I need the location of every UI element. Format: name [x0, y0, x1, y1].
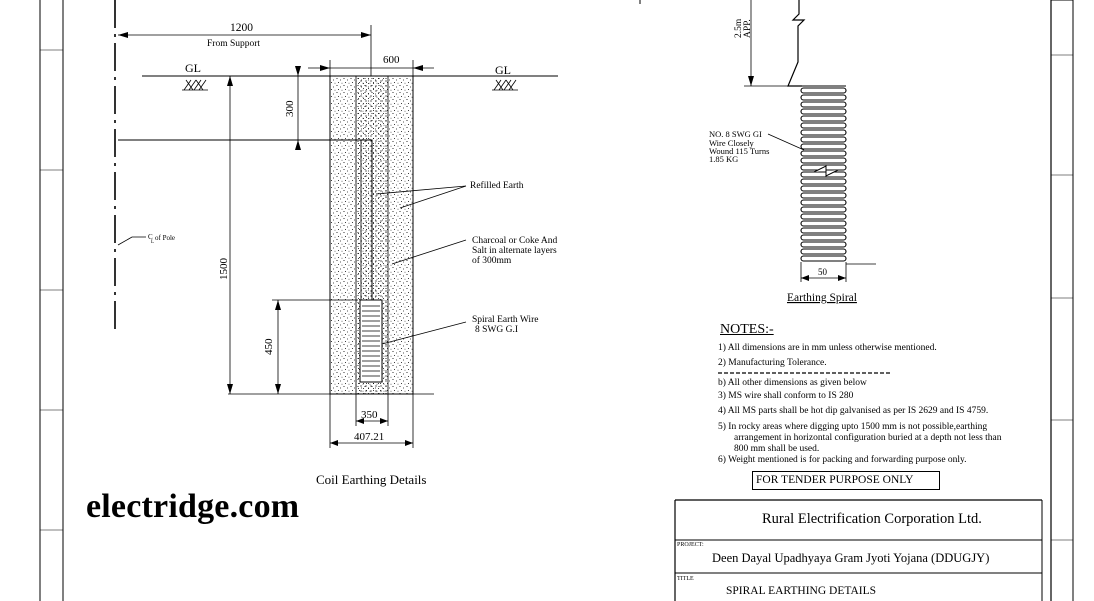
spiral-wire-label-2: 8 SWG G.I [475, 325, 519, 335]
spiral-wire-label-line2: Wire Closely [709, 138, 754, 148]
coil-caption: Coil Earthing Details [316, 472, 427, 487]
note-4: 4) All MS parts shall be hot dip galvanised as per IS 2629 and IS 4759. [718, 406, 989, 416]
dim-1200-label: 1200 [230, 22, 253, 34]
dim-25m-label: 2.5m [734, 18, 744, 38]
spiral-wire-label-line4: 1.85 KG [709, 154, 739, 164]
spiral-lead-wire [788, 0, 804, 86]
gl-right-label: GL [495, 63, 511, 77]
spiral-wire-label-1: Spiral Earth Wire [472, 315, 539, 325]
dim-300-label: 300 [284, 100, 296, 117]
coil-earthing-drawing [115, 0, 558, 448]
note-b: b) All other dimensions as given below [718, 378, 867, 388]
note-3: 3) MS wire shall conform to IS 280 [718, 391, 854, 401]
note-5b: arrangement in horizontal configuration buried at a depth not less than [734, 433, 1002, 443]
app-label: APP. [743, 19, 753, 38]
note-2: 2) Manufacturing Tolerance. [718, 358, 827, 368]
pole-c-label: C [148, 233, 153, 241]
watermark-logo: electridge.com [86, 488, 300, 525]
refilled-earth-label: Refilled Earth [470, 181, 524, 191]
dim-407-label: 407.21 [354, 431, 385, 443]
gl-left-label: GL [185, 61, 201, 75]
gl-hatch-left [182, 80, 208, 90]
title-label: TITLE [677, 576, 694, 582]
note-6: 6) Weight mentioned is for packing and forwarding purpose only. [718, 455, 967, 465]
project-name: Deen Dayal Upadhyaya Gram Jyoti Yojana (DDUGJY) [712, 551, 990, 565]
charcoal-label-1: Charcoal or Coke And [472, 236, 558, 246]
dim-450-label: 450 [263, 338, 275, 355]
spiral-caption: Earthing Spiral [787, 292, 857, 304]
charcoal-label-2: Salt in alternate layers [472, 246, 557, 256]
note-1: 1) All dimensions are in mm unless otherwise mentioned. [718, 343, 937, 353]
pole-text-label: of Pole [155, 234, 176, 242]
pole-l-label: L [151, 240, 155, 245]
note-5c: 800 mm shall be used. [734, 444, 820, 454]
organisation-name: Rural Electrification Corporation Ltd. [762, 511, 982, 527]
note-5a: 5) In rocky areas where digging upto 1500 mm is not possible,earthing [718, 422, 988, 432]
dim-1500-label: 1500 [218, 258, 230, 280]
earthing-spiral-drawing [744, 0, 876, 282]
dim-600-label: 600 [383, 54, 400, 66]
dim-350-label: 350 [361, 409, 378, 421]
dim-50-label: 50 [818, 267, 827, 277]
gl-hatch-right [492, 80, 518, 90]
spiral-turns [801, 88, 846, 261]
spiral-wire-label-line3: Wound 115 Turns [709, 146, 770, 156]
from-support-label: From Support [207, 39, 261, 49]
tender-stamp: FOR TENDER PURPOSE ONLY [752, 471, 940, 490]
charcoal-label-3: of 300mm [472, 256, 512, 266]
drawing-title: SPIRAL EARTHING DETAILS [726, 585, 877, 597]
notes-heading: NOTES:- [720, 322, 774, 337]
project-label: PROJECT: [677, 542, 704, 548]
spiral-wire-label-line1: NO. 8 SWG GI [709, 129, 762, 139]
